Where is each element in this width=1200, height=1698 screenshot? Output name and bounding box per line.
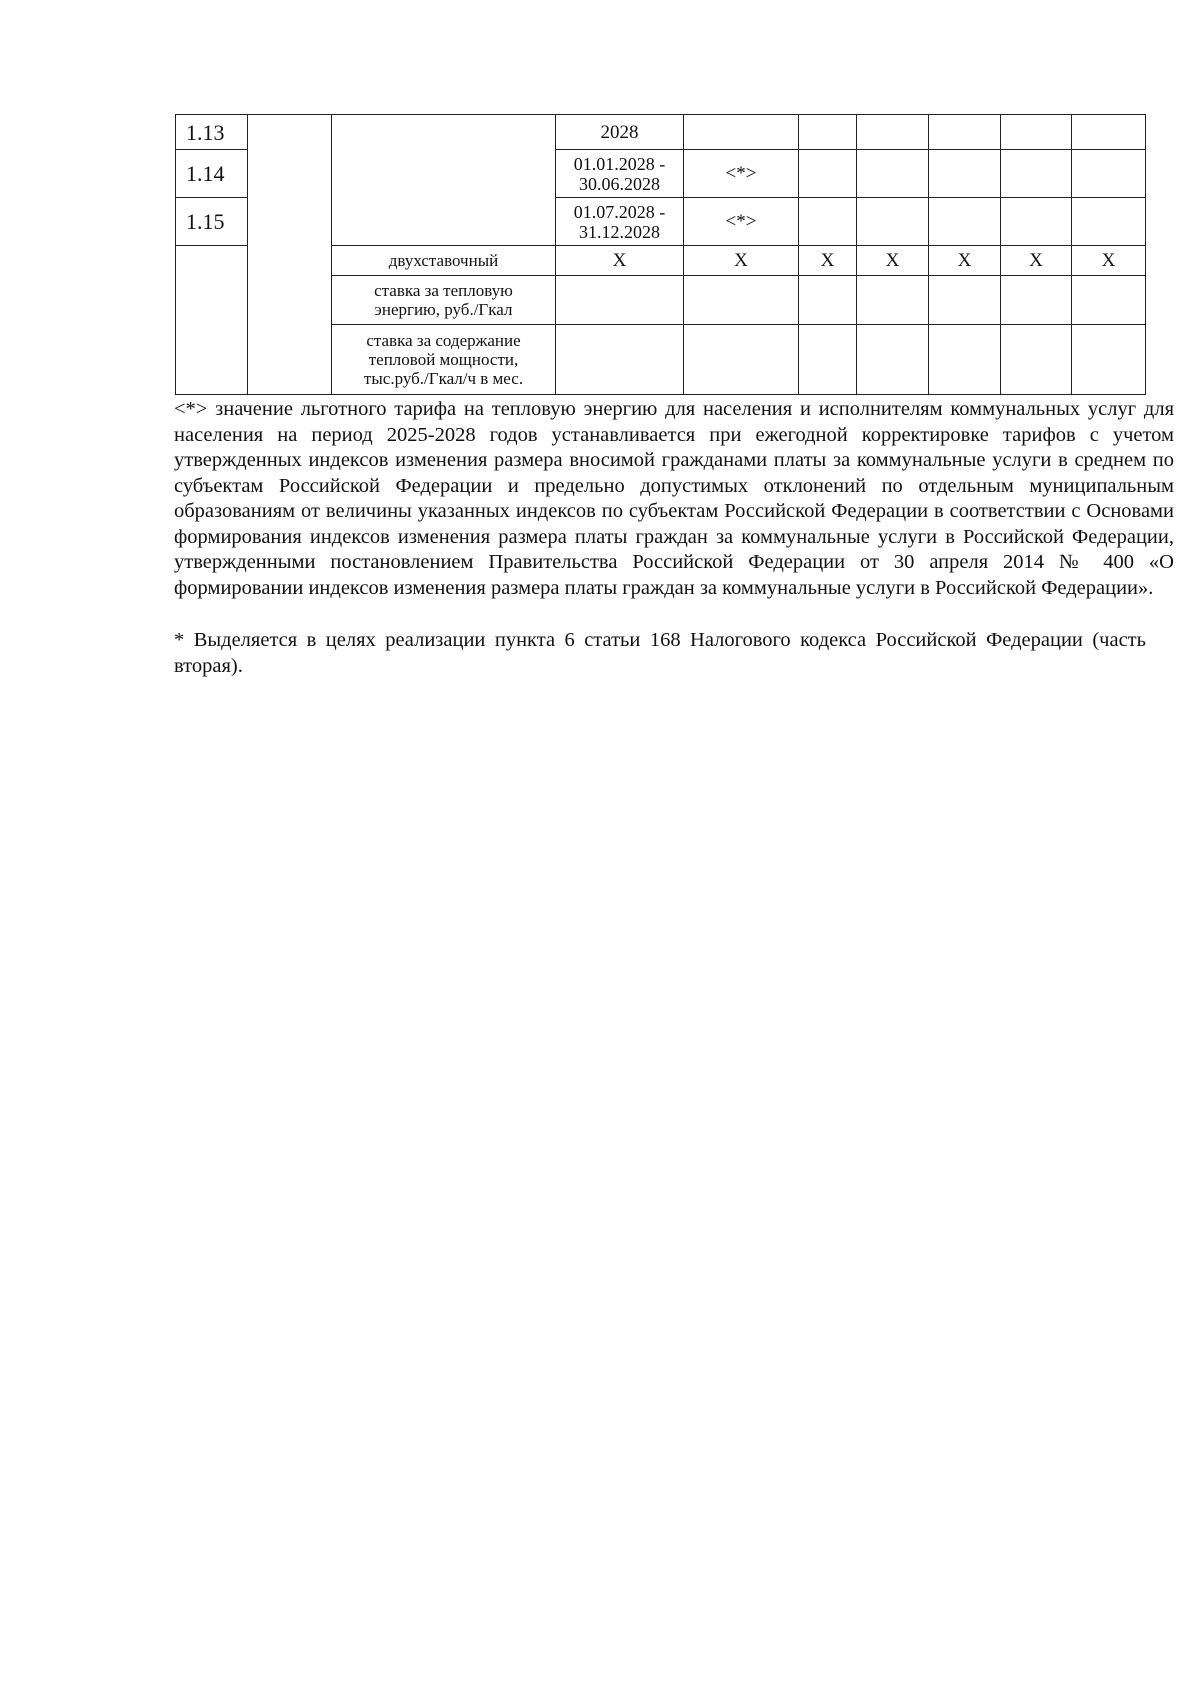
value-cell [857,325,929,395]
value-cell [1072,115,1146,150]
value-cell [857,115,929,150]
value-cell [556,276,684,325]
energy-rate-line: энергию, руб./Гкал [374,300,513,319]
tariff-table [175,114,1146,395]
empty-column-cell [248,115,332,395]
value-cell [857,276,929,325]
value-cell [1001,276,1072,325]
table-row [176,115,1146,150]
value-cell [1001,325,1072,395]
period-end: 31.12.2028 [579,221,660,242]
not-applicable-mark: X [556,246,684,276]
value-cell [929,325,1001,395]
energy-rate-label [332,276,556,325]
not-applicable-mark: X [799,246,857,276]
value-cell [799,150,857,198]
two-part-label: двухставочный [332,246,556,276]
period-cell [556,150,684,198]
empty-name-cell [332,115,556,246]
value-cell [799,115,857,150]
tariff-value-cell: <*> [684,150,799,198]
period-start: 01.01.2028 - [573,153,666,174]
value-cell [1001,150,1072,198]
not-applicable-mark: X [1001,246,1072,276]
period-cell: 2028 [556,115,684,150]
energy-rate-line: ставка за тепловую [374,281,513,300]
value-cell [684,325,799,395]
value-cell [1072,150,1146,198]
value-cell [1072,276,1146,325]
not-applicable-mark: X [684,246,799,276]
empty-number-cell [176,246,248,395]
value-cell [1001,198,1072,246]
value-cell [799,276,857,325]
period-start: 01.07.2028 - [573,201,666,222]
value-cell [929,150,1001,198]
capacity-rate-line: тыс.руб./Гкал/ч в мес. [363,369,524,388]
not-applicable-mark: X [857,246,929,276]
value-cell [799,325,857,395]
value-cell [556,325,684,395]
value-cell [857,150,929,198]
value-cell [929,198,1001,246]
value-cell [929,276,1001,325]
row-number: 1.13 [176,115,248,150]
value-cell [799,198,857,246]
capacity-rate-label [332,325,556,395]
row-number: 1.15 [176,198,248,246]
capacity-rate-line: ставка за содержание [366,331,521,350]
value-cell [1001,115,1072,150]
vat-footnote: * Выделяется в целях реализации пункта 6 статьи 168 Налогового кодекса Российской Федерации (часть вторая). [174,629,1146,677]
not-applicable-mark: X [1072,246,1146,276]
tariff-value-cell: <*> [684,198,799,246]
value-cell [684,276,799,325]
row-number: 1.14 [176,150,248,198]
value-cell [1072,198,1146,246]
period-cell [556,198,684,246]
period-end: 30.06.2028 [579,173,660,194]
not-applicable-mark: X [929,246,1001,276]
capacity-rate-line: тепловой мощности, [368,350,519,369]
value-cell [1072,325,1146,395]
footnotes [174,397,1174,679]
preferential-tariff-footnote: <*> значение льготного тарифа на тепловую энергию для населения и исполнителям коммунальных услуг для населения на период 2025-2028 годов устанавливается при ежегодной корректировке тарифов с учетом утвержденных индексов изменения размера вносимой гражданами платы за коммунальные услуги в среднем по субъектам Российской Федерации и предельно допустимых отклонений по отдельным муниципальным образованиям от величины указанных индексов по субъектам Российской Федерации в соответствии с Основами формирования индексов изменения размера платы граждан за коммунальные услуги в Российской Федерации, утвержденными постановлением Правительства Российской Федерации от 30 апреля 2014 № 400 «О формировании индексов изменения размера платы граждан за коммунальные услуги в Российской Федерации». [174,398,1174,599]
value-cell [857,198,929,246]
value-cell [929,115,1001,150]
value-cell [684,115,799,150]
